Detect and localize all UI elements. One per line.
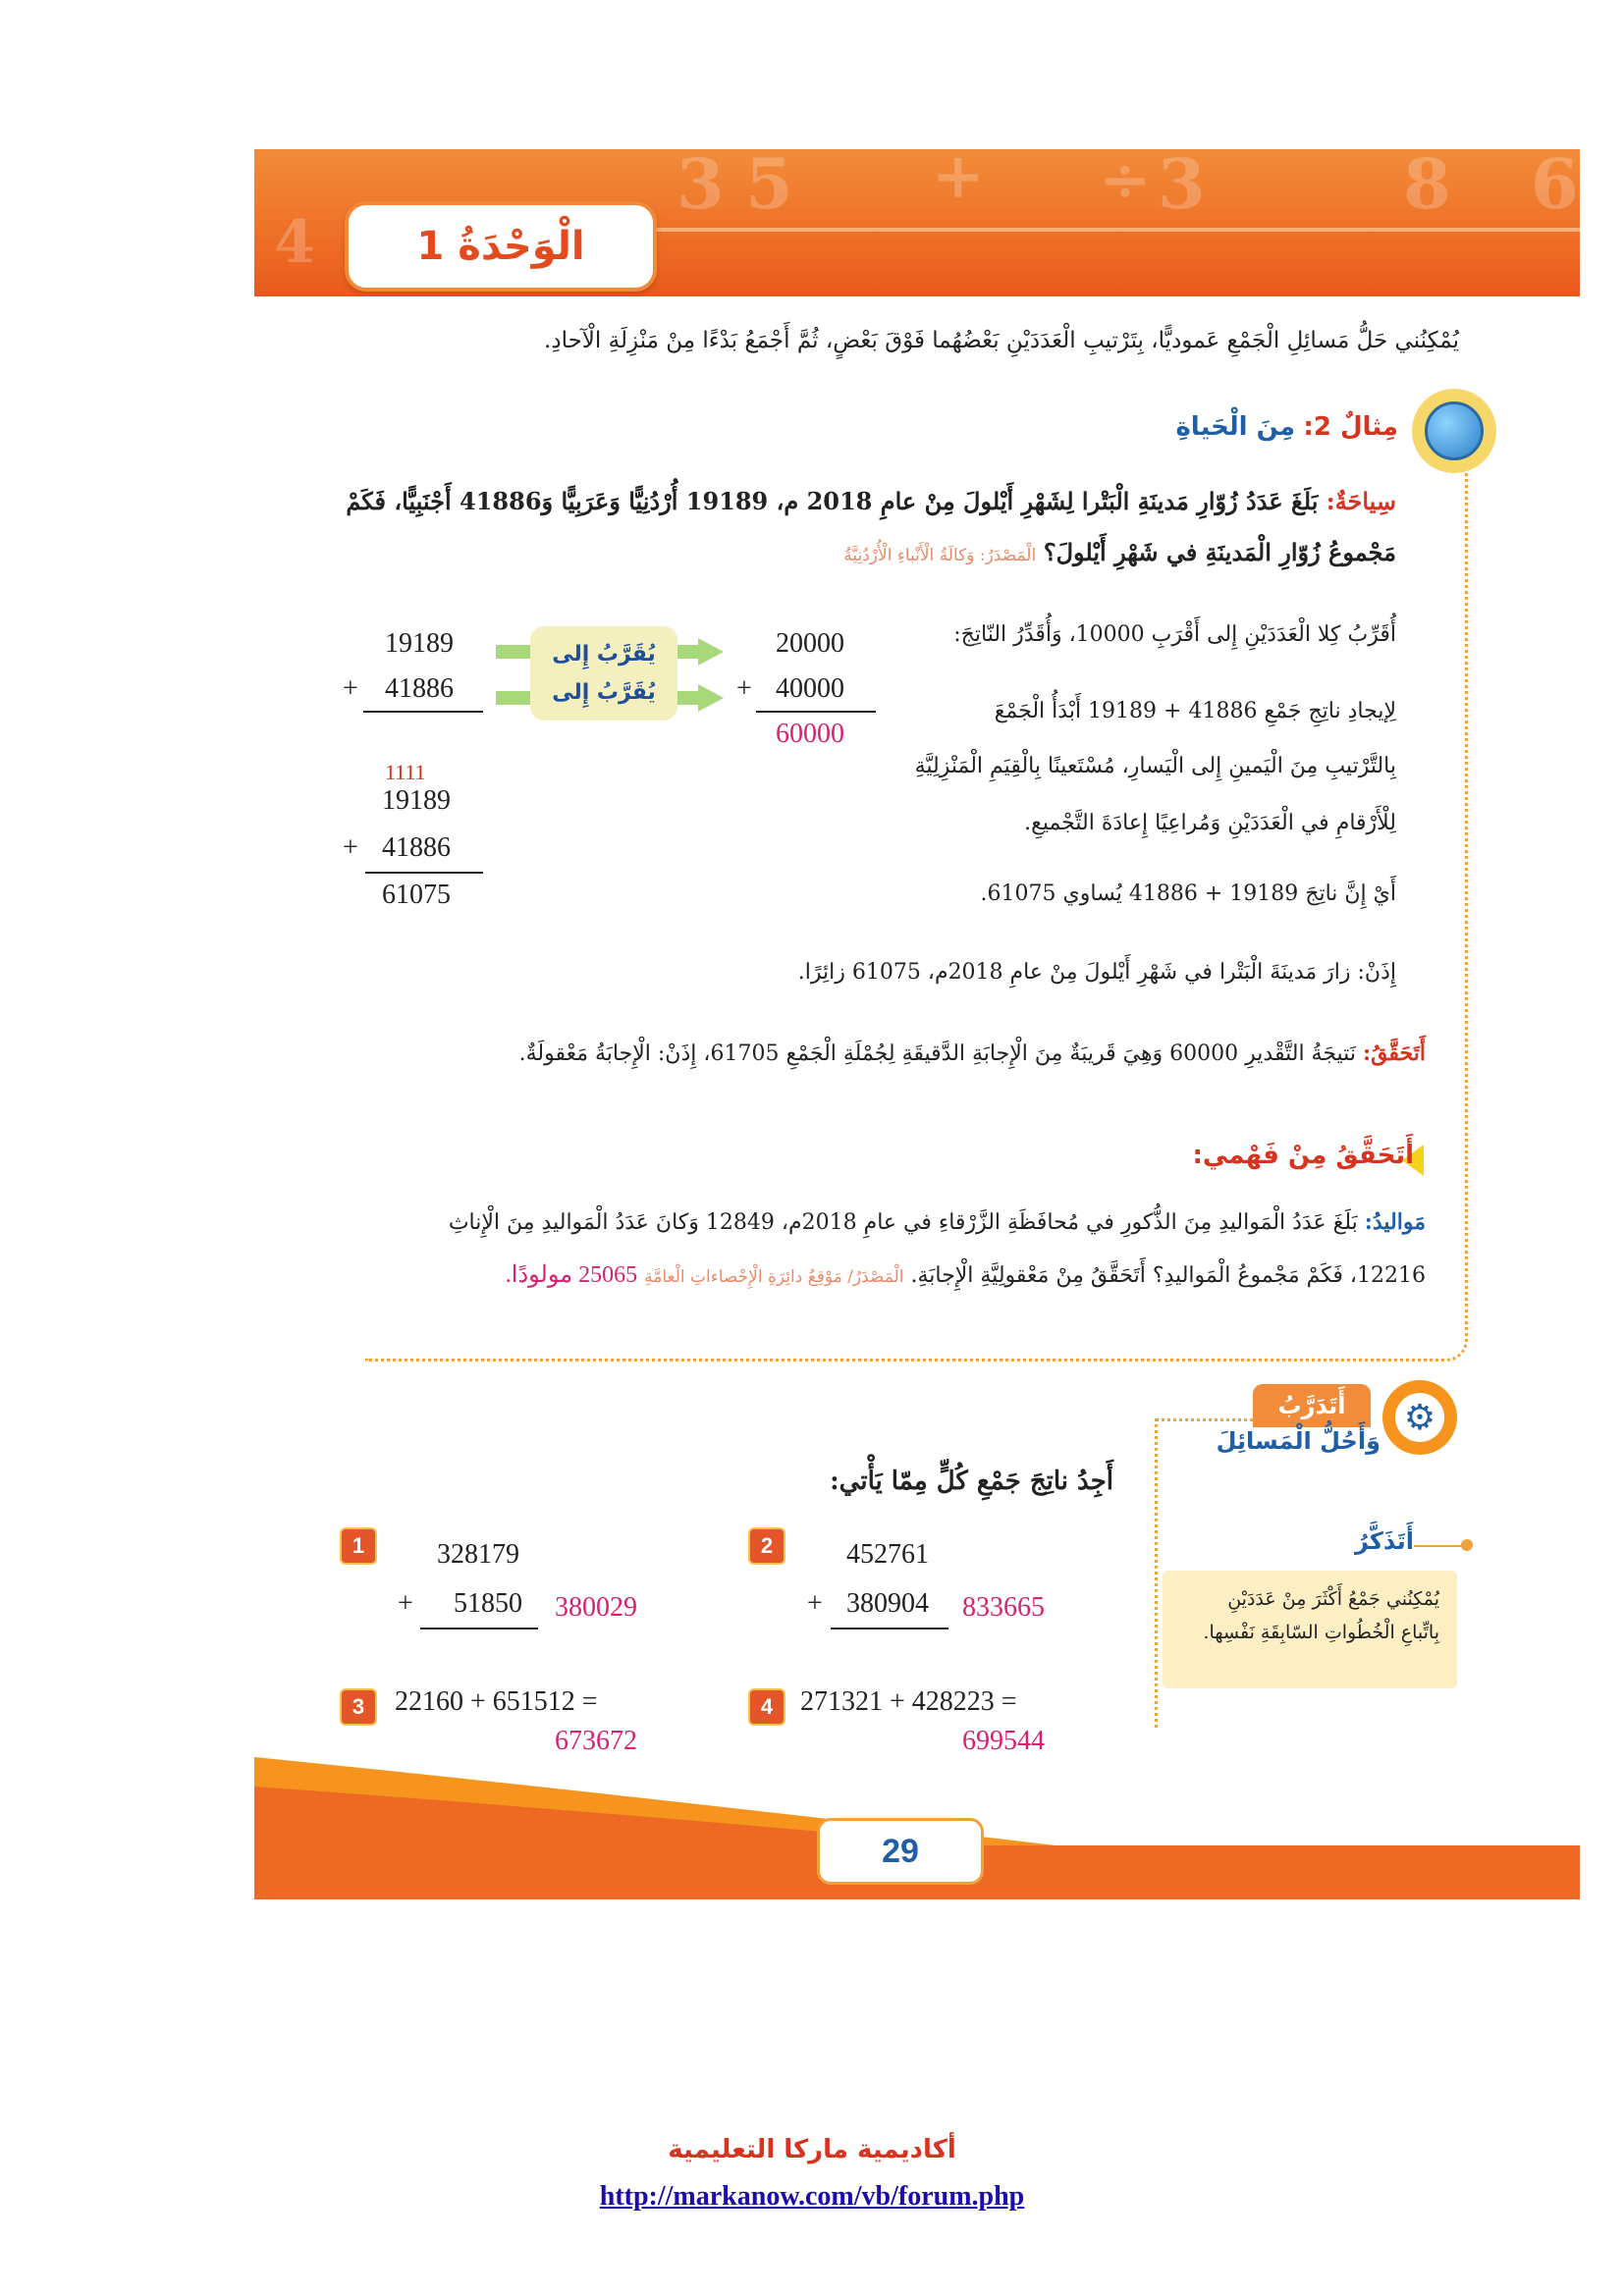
decor-digit: 3 [1158, 149, 1206, 225]
original-number-2: 41886 [385, 673, 454, 704]
sum-result: 61075 [382, 880, 451, 910]
estimate-rule [756, 711, 876, 713]
problem-line-2 [218, 538, 1396, 566]
globe-icon [1412, 389, 1496, 473]
addend-2: 41886 [382, 832, 451, 863]
practice-instruction: أَجِدُ ناتِجَ جَمْعِ كُلٍّ مِمّا يَأْتي: [830, 1467, 1113, 1496]
step-find-2: بِالتَّرْتيبِ مِنَ الْيَمينِ إِلى الْيَسارِ، مُسْتَعينًا بِالْقِيَمِ الْمَنْزِلِيَّةِ [914, 754, 1396, 778]
check-text: نَتيجَةُ التَّقْديرِ 60000 وَهِيَ قَريبَةٌ مِنَ الْإِجابَةِ الدَّقيقَةِ لِجُمْلَةِ الْجَمْعِ 61705، إِذَنْ: الْإِجابَةُ مَعْقولَةٌ. [518, 1041, 1356, 1066]
remember-box [1163, 1571, 1457, 1688]
check-label: أَتَحَقَّقُ: [1362, 1041, 1426, 1066]
understand-text-2: 12216، فَكَمْ مَجْموعُ الْمَواليدِ؟ أَتَحَقَّقُ مِنْ مَعْقولِيَّةِ الْإِجابَةِ. [910, 1263, 1426, 1288]
result-sentence: أَيْ إِنَّ ناتِجَ 19189 + 41886 يُساوي 61075. [980, 881, 1396, 906]
round-label-1: يُقَرَّبُ إِلى [552, 642, 656, 667]
page-number: 29 [882, 1832, 919, 1870]
academy-name: أكاديمية ماركا التعليمية [668, 2135, 956, 2164]
q1-addend-2: 51850 [454, 1588, 522, 1619]
remember-connector [1414, 1545, 1463, 1547]
step-find-3: لِلْأَرْقامِ في الْعَدَدَيْنِ وَمُراعِيًا إِعادَةَ التَّجْميعِ. [1024, 811, 1396, 835]
header-underline [649, 228, 1580, 232]
example-heading [1175, 412, 1398, 442]
understand-answer: 25065 مولودًا. [505, 1262, 638, 1288]
plus-sign: + [343, 832, 358, 863]
q2-answer: 833665 [962, 1592, 1045, 1623]
q1-rule [420, 1628, 538, 1629]
practice-border-left [1155, 1418, 1161, 1728]
q4-expression: 271321 + 428223 = [800, 1686, 1017, 1717]
step-find-1: لِإيجادِ ناتِجِ جَمْعِ 41886 + 19189 أَبْدَأُ الْجَمْعَ [994, 699, 1396, 723]
decor-digit: 5 [745, 149, 793, 225]
q4-answer: 699544 [962, 1726, 1045, 1756]
understand-text-1: بَلَغَ عَدَدُ الْمَواليدِ مِنَ الذُّكورِ في مُحافَظَةِ الزَّرْقاءِ في عامِ 2018م، 12849 وَكانَ عَدَدُ الْمَواليدِ مِنَ الْإِناثِ [448, 1210, 1358, 1235]
problem-line-1 [218, 487, 1396, 515]
rounding-arrows [496, 638, 722, 726]
q2-addend-2: 380904 [846, 1588, 929, 1619]
q3-answer: 673672 [555, 1726, 637, 1756]
gear-icon: ⚙ [1382, 1380, 1457, 1455]
question-badge-1: 1 [340, 1527, 377, 1565]
question-badge-4: 4 [748, 1688, 785, 1726]
rounded-number-2: 40000 [776, 673, 844, 704]
q2-rule [831, 1628, 948, 1629]
decor-digit: 6 [1531, 149, 1579, 225]
example-label: مِثالٌ 2: [1303, 412, 1398, 442]
estimate-result: 60000 [776, 719, 844, 749]
plus-sign: + [398, 1588, 413, 1619]
page-number-box [817, 1818, 984, 1885]
q1-addend-1: 328179 [437, 1539, 519, 1570]
addend-1: 19189 [382, 785, 451, 816]
original-number-1: 19189 [385, 628, 454, 659]
understand-label: مَواليدُ: [1364, 1209, 1426, 1235]
understand-title: أَتَحَقَّقُ مِنْ فَهْمي: [1192, 1141, 1414, 1170]
step-round: أُقَرِّبُ كِلا الْعَدَدَيْنِ إِلى أَقْرَبِ 10000، وَأُقَدِّرُ النّاتِجَ: [953, 622, 1396, 647]
decor-digit: 8 [1403, 149, 1451, 225]
remember-line-2: بِاتِّباعِ الْخُطُواتِ السّابِقَةِ نَفْسِها. [1203, 1622, 1439, 1643]
plus-sign: + [807, 1588, 823, 1619]
remember-dot [1461, 1539, 1473, 1551]
practice-subtitle: وَأَحُلُّ الْمَسائِلَ [1216, 1427, 1380, 1455]
unit-title-box [345, 201, 657, 292]
round-label-2: يُقَرَّبُ إِلى [552, 680, 656, 705]
intro-text: يُمْكِنُني حَلُّ مَسائِلِ الْجَمْعِ عَموديًّا، بِتَرْتيبِ الْعَدَدَيْنِ بَعْضُهُما فَوْقَ بَعْضٍ، ثُمَّ أَجْمَعُ بَدْءًا مِنْ مَنْزِلَةِ الْآحادِ. [544, 328, 1459, 353]
sum-rule [363, 711, 483, 713]
plus-sign: + [343, 673, 358, 704]
question-badge-2: 2 [748, 1527, 785, 1565]
problem-text-2: مَجْموعُ زُوّارِ الْمَدينَةِ في شَهْرِ أَيْلولَ؟ [1043, 538, 1396, 566]
problem-source: الْمَصْدَرُ: وَكالَةُ الْأَنْباءِ الْأُرْدُنِيَّةُ [843, 546, 1037, 565]
q2-addend-1: 452761 [846, 1539, 929, 1570]
q3-expression: 22160 + 651512 = [395, 1686, 598, 1717]
addition-rule [365, 872, 483, 874]
conclusion: إِذَنْ: زارَ مَدينَةَ الْبَتْرا في شَهْرِ أَيْلولَ مِنْ عامِ 2018م، 61075 زائِرًا. [797, 960, 1396, 985]
problem-text-1: بَلَغَ عَدَدُ زُوّارِ مَدينَةِ الْبَتْرا لِشَهْرِ أَيْلولَ مِنْ عامِ 2018 م، 19189 أُرْدُنِيًّا وَعَرَبِيًّا وَ41886 أَجْنَبِيًّا، فَكَمْ [346, 487, 1319, 515]
question-badge-3: 3 [340, 1688, 377, 1726]
remember-line-1: يُمْكِنُني جَمْعُ أَكْثَرَ مِنْ عَدَدَيْنِ [1227, 1588, 1439, 1610]
decor-digit: 4 [274, 208, 315, 277]
q1-answer: 380029 [555, 1592, 637, 1623]
example-sublabel: مِنَ الْحَياةِ [1175, 412, 1296, 442]
rounded-number-1: 20000 [776, 628, 844, 659]
check-line [346, 1041, 1426, 1066]
remember-title: أَتَذَكَّرُ [1355, 1527, 1414, 1555]
academy-link[interactable]: http://markanow.com/vb/forum.php [599, 2181, 1025, 2212]
carry-digits: 1111 [385, 760, 426, 784]
decor-digit: ÷ [1099, 149, 1152, 217]
problem-label: سِياحَةٌ: [1326, 487, 1396, 515]
practice-tab: أَتَدَرَّبُ [1253, 1384, 1371, 1427]
understand-source: الْمَصْدَرُ/ مَوْقِعُ دائِرَةِ الْإِحْصاءاتِ الْعامَّةِ [644, 1267, 904, 1287]
understand-line-1 [346, 1209, 1426, 1235]
plus-sign: + [736, 673, 752, 704]
understand-line-2 [346, 1260, 1426, 1289]
decor-digit: 3 [677, 149, 725, 225]
decor-digit: + [932, 149, 985, 213]
unit-title: الْوَحْدَةُ 1 [416, 224, 585, 269]
